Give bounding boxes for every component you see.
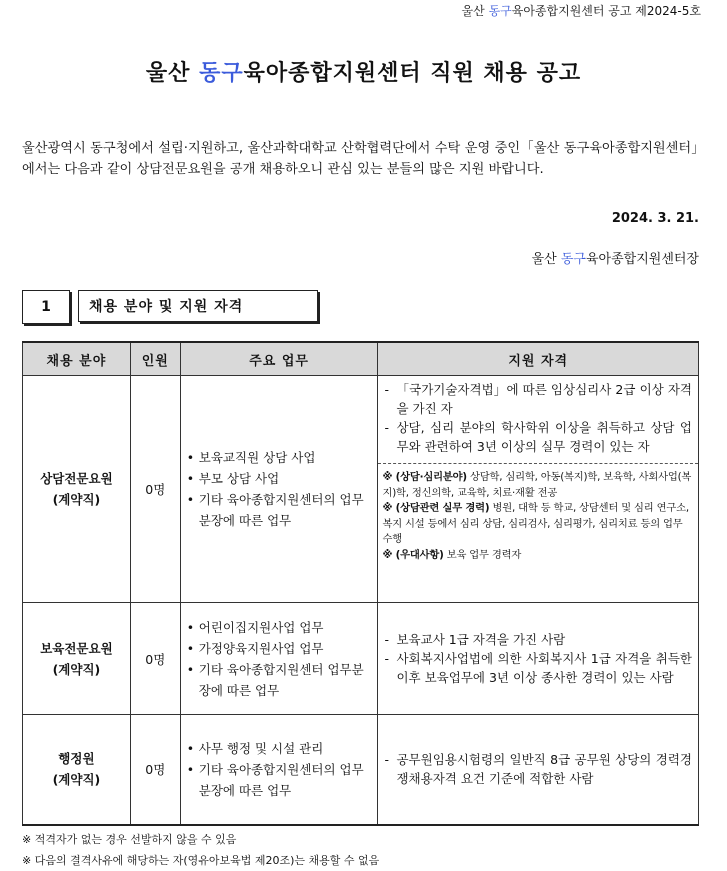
footnote: ※ 적격자가 없는 경우 선발하지 않을 수 있음 (22, 833, 237, 846)
intro-paragraph: 울산광역시 동구청에서 설립·지원하고, 울산과학대학교 산학협력단에서 수탁 운영 중인「울산 동구육아종합지원센터」에서는 다음과 같이 상담전문요원을 공개 채용하오니 관심 있는 분들의 많은 지원 바랍니다. (22, 141, 698, 177)
note-text: 보육 업무 경력자 (443, 548, 522, 561)
note-label: ※ (상담·심리분야) (382, 471, 467, 483)
field-name: 보육전문요원 (40, 640, 113, 656)
notice-number-district: 동구 (488, 4, 512, 18)
list-item: • 보육교직원 상담 사업 (187, 447, 374, 468)
field-type: (계약직) (52, 492, 101, 507)
note-text: 상담학, 심리학, 아동(복지)학, 보육학, 사회사업(복지)학, 정신의학, 교육학, 치료·재활 전공 (382, 471, 692, 499)
header-qualifications: 지원 자격 (378, 342, 699, 376)
list-item: - 보육교사 1급 자격을 가진 사람 (384, 630, 692, 649)
qualifications-cell (378, 715, 699, 825)
majors-note (378, 463, 698, 569)
signature-rest: 육아종합지원센터장 (585, 252, 699, 267)
field-cell (23, 715, 131, 825)
signature-region: 울산 (531, 252, 557, 267)
table-row (23, 715, 699, 825)
list-item: • 기타 육아종합지원센터의 업무 분장에 따른 업무 (187, 759, 374, 801)
section-title: 채용 분야 및 지원 자격 (78, 290, 318, 322)
note-label: ※ (상담관련 실무 경력) (382, 502, 490, 514)
count-cell: 0명 (130, 376, 180, 603)
table-header-row (23, 342, 699, 376)
note-text: 병원, 대학 등 학교, 상담센터 및 심리 연구소, 복지 시설 등에서 심리 상담, 심리검사, 심리평가, 심리치료 등의 업무 수행 (382, 502, 689, 545)
notice-number-rest: 육아종합지원센터 공고 제2024-5호 (511, 4, 701, 18)
list-item: - 공무원임용시험령의 일반직 8급 공무원 상당의 경력경쟁채용자격 요건 기준에 적합한 사람 (384, 750, 692, 788)
list-item: • 기타 육아종합지원센터 업무분장에 따른 업무 (187, 659, 374, 701)
list-item: • 기타 육아종합지원센터의 업무 분장에 따른 업무 (187, 489, 374, 531)
table-row (23, 603, 699, 715)
list-item: • 가정양육지원사업 업무 (187, 638, 374, 659)
field-type: (계약직) (52, 772, 101, 788)
field-name: 상담전문요원 (40, 471, 113, 486)
field-type: (계약직) (52, 661, 101, 677)
list-item: • 부모 상담 사업 (187, 468, 374, 489)
section-number: 1 (22, 290, 70, 324)
field-cell (23, 376, 131, 603)
field-name: 행정원 (58, 751, 95, 767)
note-label: ※ (우대사항) (382, 548, 444, 561)
footnote: ※ 다음의 결격사유에 해당하는 자(영유아보육법 제20조)는 채용할 수 없음 (22, 854, 380, 867)
field-cell (23, 603, 131, 715)
list-item: - 사회복지사업법에 의한 사회복지사 1급 자격을 취득한 이후 보육업무에 3년 이상 종사한 경력이 있는 사람 (384, 649, 692, 687)
notice-number-region: 울산 (461, 4, 485, 18)
header-count: 인원 (130, 342, 180, 376)
footnotes (22, 829, 379, 871)
list-item: - 상담, 심리 분야의 학사학위 이상을 취득하고 상담 업무와 관련하여 3년 이상의 실무 경력이 있는 자 (384, 418, 692, 456)
count-cell: 0명 (130, 715, 180, 825)
title-rest: 육아종합지원센터 직원 채용 공고 (243, 61, 582, 86)
duties-cell (180, 603, 378, 715)
announcement-date: 2024. 3. 21. (611, 211, 699, 226)
list-item: • 사무 행정 및 시설 관리 (187, 738, 374, 759)
notice-number (462, 2, 701, 19)
list-item: • 어린이집지원사업 업무 (187, 617, 374, 638)
list-item: - 「국가기술자격법」에 따른 임상심리사 2급 이상 자격을 가진 자 (384, 380, 692, 418)
duties-cell (180, 376, 378, 603)
qualifications-cell (378, 603, 699, 715)
header-field: 채용 분야 (23, 342, 131, 376)
table-row (23, 376, 699, 603)
qualifications-cell (378, 376, 699, 603)
page-title (0, 56, 727, 87)
signature-line (532, 248, 699, 267)
title-district: 동구 (199, 61, 244, 86)
recruitment-table (22, 341, 699, 826)
signature-district: 동구 (560, 252, 586, 267)
header-duties: 주요 업무 (180, 342, 378, 376)
count-cell: 0명 (130, 603, 180, 715)
duties-cell (180, 715, 378, 825)
title-region: 울산 (145, 61, 191, 86)
